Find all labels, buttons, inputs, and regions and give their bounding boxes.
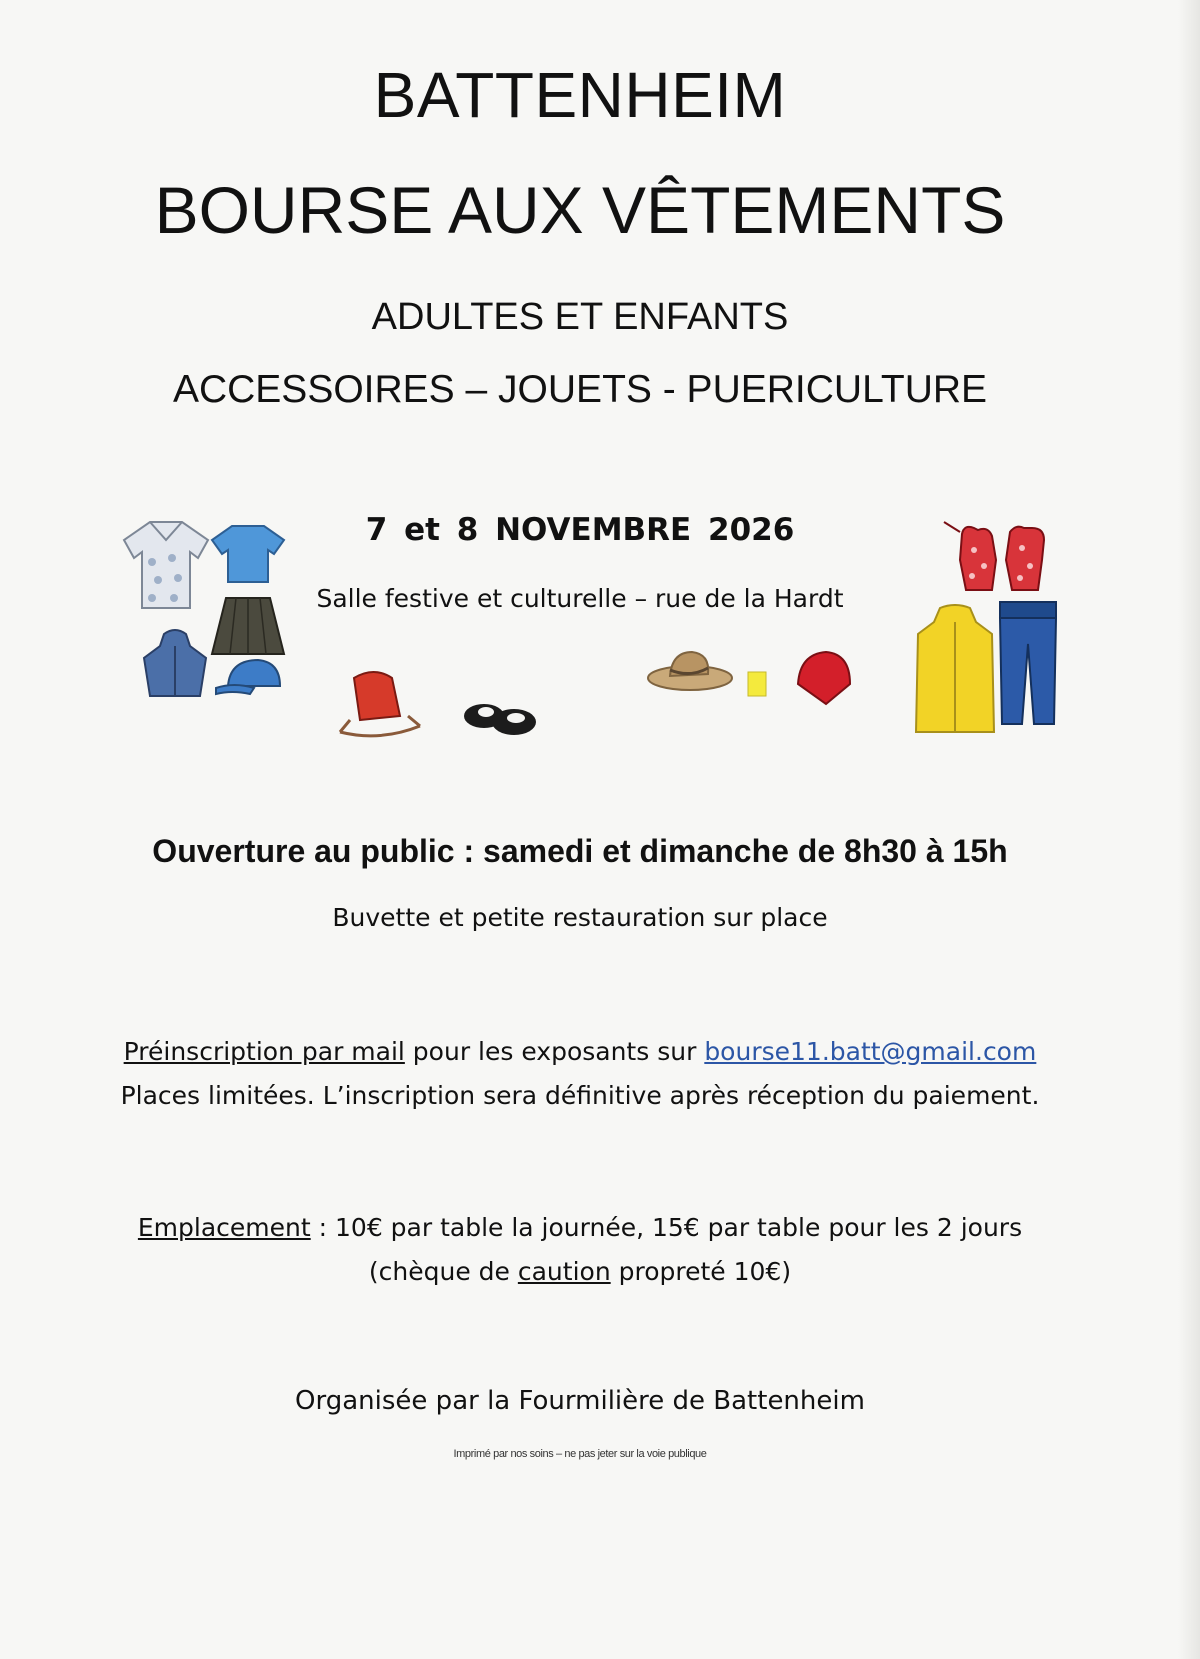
shoes-icon <box>462 680 538 740</box>
deposit-note-end: propreté 10€) <box>610 1257 792 1286</box>
event-dates: 7 et 8 NOVEMBRE 2026 <box>365 512 795 548</box>
yellow-tag-icon <box>746 670 768 698</box>
preregistration-block <box>0 1030 1160 1118</box>
town-title: BATTENHEIM <box>373 59 787 131</box>
beanie-icon <box>792 648 854 706</box>
raincoat-icon <box>914 604 996 734</box>
preregistration-text: pour les exposants sur <box>404 1037 705 1066</box>
deposit-note-caution: caution <box>517 1257 611 1286</box>
fees-text: : 10€ par table la journée, 15€ par table pour les 2 jours <box>310 1213 1023 1242</box>
opening-hours: Ouverture au public : samedi et dimanche de 8h30 à 15h <box>152 833 1008 869</box>
hooded-jacket-icon <box>140 628 210 698</box>
fees-block <box>0 1206 1160 1294</box>
deposit-note-start: (chèque de <box>368 1257 518 1286</box>
fees-line <box>0 1206 1160 1250</box>
categories-subtitle: ACCESSOIRES – JOUETS - PUERICULTURE <box>172 368 988 411</box>
email-link[interactable]: bourse11.batt@gmail.com <box>704 1037 1037 1066</box>
limited-places-note: Places limitées. L’inscription sera définitive après réception du paiement. <box>120 1081 1040 1110</box>
paper-edge-shadow <box>1178 0 1200 1659</box>
baby-bouncer-icon <box>334 666 426 744</box>
jeans-icon <box>994 598 1062 726</box>
organizer-line: Organisée par la Fourmilière de Battenheim <box>295 1386 865 1416</box>
preregistration-line <box>0 1030 1160 1074</box>
gloves-icon <box>940 520 1064 594</box>
sun-hat-icon <box>646 644 734 694</box>
event-venue: Salle festive et culturelle – rue de la Hardt <box>316 584 844 613</box>
preregistration-label: Préinscription par mail <box>123 1037 405 1066</box>
cap-icon <box>214 656 290 696</box>
refreshments-note: Buvette et petite restauration sur place <box>332 903 828 932</box>
fees-label: Emplacement <box>137 1213 311 1242</box>
print-note: Imprimé par nos soins – ne pas jeter sur la voie publique <box>453 1448 707 1460</box>
deposit-note <box>0 1250 1160 1294</box>
event-title: BOURSE AUX VÊTEMENTS <box>154 173 1006 247</box>
audience-subtitle: ADULTES ET ENFANTS <box>371 296 789 338</box>
